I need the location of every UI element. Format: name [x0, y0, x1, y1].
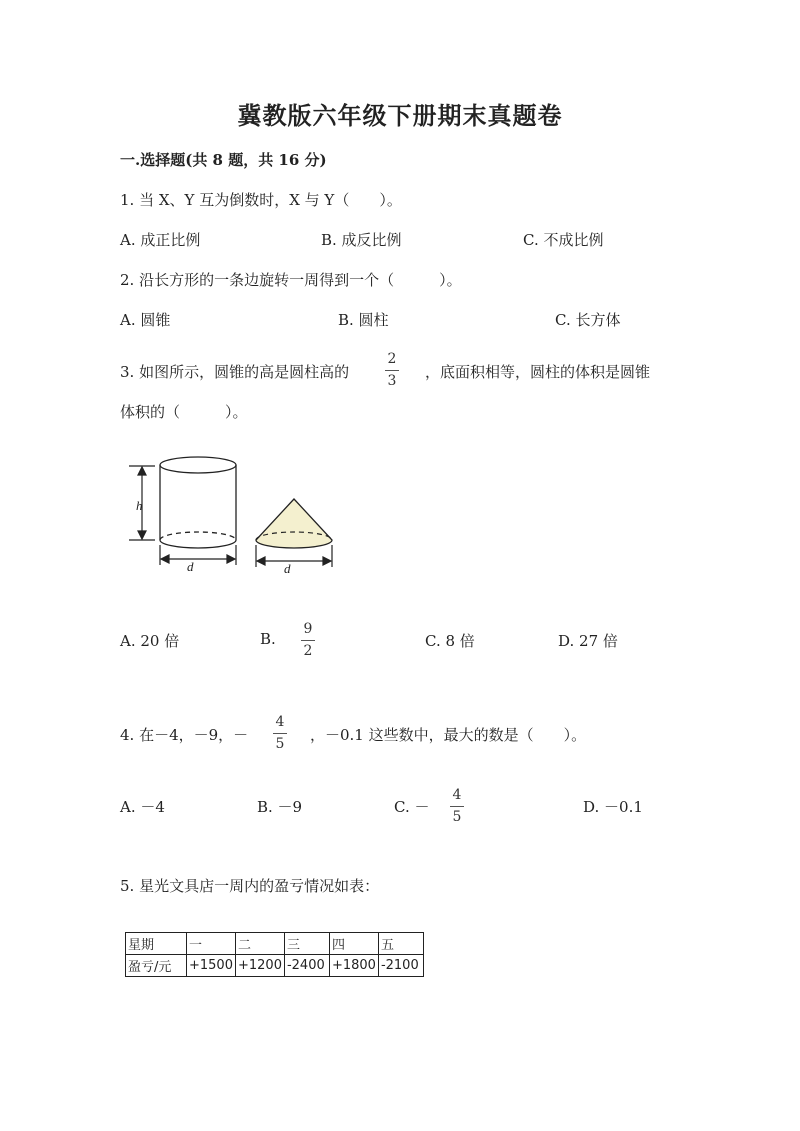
question-4-stem-part2: ，－0.1 这些数中，最大的数是（ ）。	[310, 726, 587, 744]
cylinder-shape	[160, 457, 236, 548]
fraction-denominator: 5	[275, 736, 285, 752]
question-1-stem: 1. 当 X、Y 互为倒数时，X 与 Y（ ）。	[120, 191, 402, 209]
table-cell: +1200	[235, 955, 284, 977]
table-cell: -2400	[284, 955, 329, 977]
question-3-option-b-fraction	[301, 622, 315, 659]
question-2-option-b[interactable]: B. 圆柱	[338, 311, 389, 329]
table-cell: 星期	[126, 933, 187, 955]
question-4-option-a[interactable]: A. －4	[120, 798, 165, 816]
table-cell: +1500	[187, 955, 236, 977]
fraction-bar	[301, 640, 315, 641]
cylinder-diameter-label: d	[187, 559, 194, 574]
profit-loss-table	[125, 932, 424, 977]
fraction-numerator: 2	[387, 351, 397, 367]
table-cell: -2100	[378, 955, 423, 977]
table-cell: 一	[187, 933, 236, 955]
question-1-option-a[interactable]: A. 成正比例	[120, 231, 201, 249]
section-heading: 一.选择题(共 8 题，共 16 分)	[120, 151, 327, 169]
page-title: 冀教版六年级下册期末真题卷	[237, 101, 563, 130]
question-4-stem-part1: 4. 在－4，－9，－	[120, 726, 249, 744]
question-3-option-b-label[interactable]: B.	[260, 630, 276, 648]
height-label: h	[136, 498, 143, 513]
question-5-stem: 5. 星光文具店一周内的盈亏情况如表：	[120, 877, 380, 895]
question-1-option-b[interactable]: B. 成反比例	[321, 231, 402, 249]
fraction-numerator: 4	[452, 787, 462, 803]
question-3-option-a[interactable]: A. 20 倍	[120, 632, 180, 650]
question-1-option-c[interactable]: C. 不成比例	[523, 231, 604, 249]
question-4-option-c-fraction	[450, 788, 464, 825]
table-cell: 四	[329, 933, 378, 955]
question-2-option-c[interactable]: C. 长方体	[555, 311, 621, 329]
table-cell: 二	[235, 933, 284, 955]
fraction-denominator: 5	[452, 809, 462, 825]
question-3-option-d[interactable]: D. 27 倍	[558, 632, 618, 650]
table-cell: 盈亏/元	[126, 955, 187, 977]
table-cell: +1800	[329, 955, 378, 977]
question-2-stem: 2. 沿长方形的一条边旋转一周得到一个（ ）。	[120, 271, 462, 289]
fraction-denominator: 2	[303, 643, 313, 659]
question-4-option-c-label[interactable]: C. －	[394, 798, 430, 816]
question-3-fraction	[385, 352, 399, 389]
cone-shape	[256, 499, 332, 548]
question-3-stem-part2: ，底面积相等，圆柱的体积是圆锥	[425, 363, 651, 381]
table-cell: 五	[378, 933, 423, 955]
question-4-option-b[interactable]: B. －9	[257, 798, 303, 816]
question-4-option-d[interactable]: D. －0.1	[583, 798, 643, 816]
table-cell: 三	[284, 933, 329, 955]
question-2-option-a[interactable]: A. 圆锥	[120, 311, 171, 329]
question-3-stem-part1: 3. 如图所示，圆锥的高是圆柱高的	[120, 363, 350, 381]
fraction-bar	[385, 370, 399, 371]
cone-diameter-label: d	[284, 561, 291, 576]
fraction-numerator: 9	[303, 621, 313, 637]
question-3-stem-line2: 体积的（ ）。	[120, 403, 248, 421]
fraction-denominator: 3	[387, 373, 397, 389]
fraction-numerator: 4	[275, 714, 285, 730]
fraction-bar	[450, 806, 464, 807]
question-4-fraction	[273, 715, 287, 752]
table-row	[126, 933, 424, 955]
cylinder-cone-figure	[125, 455, 345, 577]
table-row	[126, 955, 424, 977]
fraction-bar	[273, 733, 287, 734]
question-3-option-c[interactable]: C. 8 倍	[425, 632, 475, 650]
